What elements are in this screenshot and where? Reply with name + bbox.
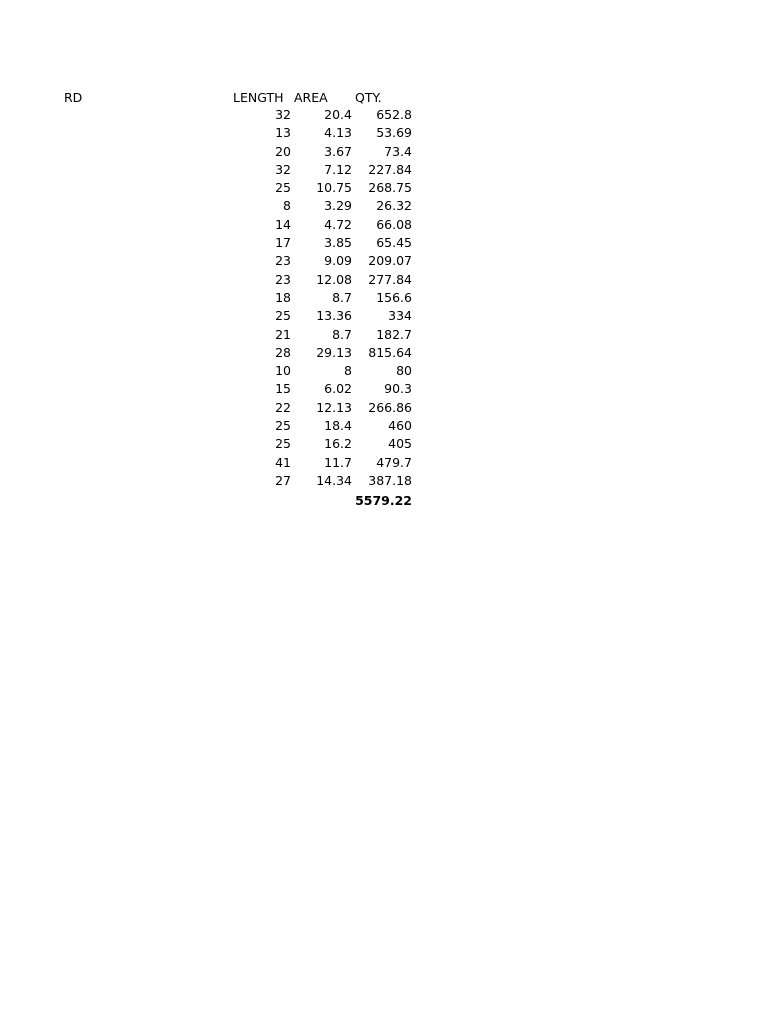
length-cell: 15: [275, 381, 291, 397]
qty-cell: 66.08: [376, 216, 412, 232]
length-cell: 32: [275, 161, 291, 177]
length-cell: 25: [275, 436, 291, 452]
area-cell: 10.75: [316, 180, 352, 196]
qty-cell: 156.6: [376, 289, 412, 305]
area-cell: 3.67: [324, 143, 352, 159]
header-area: AREA: [294, 90, 328, 105]
area-cell: 14.34: [316, 472, 352, 488]
qty-cell: 26.32: [376, 198, 412, 214]
area-cell: 12.13: [316, 399, 352, 415]
area-cell: 18.4: [324, 418, 352, 434]
qty-cell: 80: [396, 363, 412, 379]
qty-cell: 73.4: [384, 143, 412, 159]
qty-cell: 479.7: [376, 454, 412, 470]
qty-cell: 405: [388, 436, 412, 452]
area-cell: 13.36: [316, 308, 352, 324]
length-cell: 17: [275, 235, 291, 251]
length-cell: 23: [275, 253, 291, 269]
qty-cell: 209.07: [368, 253, 412, 269]
length-cell: 32: [275, 107, 291, 122]
qty-cell: 652.8: [376, 107, 412, 122]
area-cell: 8.7: [332, 326, 352, 342]
length-cell: 28: [275, 344, 291, 360]
area-cell: 4.13: [324, 125, 352, 141]
header-qty: QTY.: [355, 90, 382, 105]
area-cell: 16.2: [324, 436, 352, 452]
area-cell: 11.7: [324, 454, 352, 470]
length-cell: 21: [275, 326, 291, 342]
length-cell: 41: [275, 454, 291, 470]
qty-cell: 227.84: [368, 161, 412, 177]
length-cell: 14: [275, 216, 291, 232]
length-cell: 10: [275, 363, 291, 379]
header-length: LENGTH: [233, 90, 284, 105]
area-cell: 20.4: [324, 107, 352, 122]
header-rd: RD: [64, 90, 83, 105]
qty-cell: 268.75: [368, 180, 412, 196]
qty-cell: 90.3: [384, 381, 412, 397]
length-cell: 8: [283, 198, 291, 214]
qty-cell: 182.7: [376, 326, 412, 342]
length-cell: 20: [275, 143, 291, 159]
qty-cell: 387.18: [368, 472, 412, 488]
area-cell: 12.08: [316, 271, 352, 287]
length-cell: 25: [275, 180, 291, 196]
length-cell: 27: [275, 472, 291, 488]
area-cell: 8: [344, 363, 352, 379]
total-qty: 5579.22: [355, 493, 412, 508]
length-cell: 25: [275, 418, 291, 434]
area-cell: 3.29: [324, 198, 352, 214]
length-cell: 13: [275, 125, 291, 141]
area-cell: 3.85: [324, 235, 352, 251]
length-cell: 22: [275, 399, 291, 415]
area-cell: 6.02: [324, 381, 352, 397]
length-cell: 23: [275, 271, 291, 287]
qty-cell: 65.45: [376, 235, 412, 251]
area-cell: 4.72: [324, 216, 352, 232]
length-cell: 25: [275, 308, 291, 324]
qty-cell: 53.69: [376, 125, 412, 141]
length-cell: 18: [275, 289, 291, 305]
area-cell: 9.09: [324, 253, 352, 269]
area-cell: 8.7: [332, 289, 352, 305]
area-cell: 7.12: [324, 161, 352, 177]
qty-cell: 460: [388, 418, 412, 434]
qty-cell: 334: [388, 308, 412, 324]
qty-cell: 815.64: [368, 344, 412, 360]
area-cell: 29.13: [316, 344, 352, 360]
qty-cell: 266.86: [368, 399, 412, 415]
qty-cell: 277.84: [368, 271, 412, 287]
